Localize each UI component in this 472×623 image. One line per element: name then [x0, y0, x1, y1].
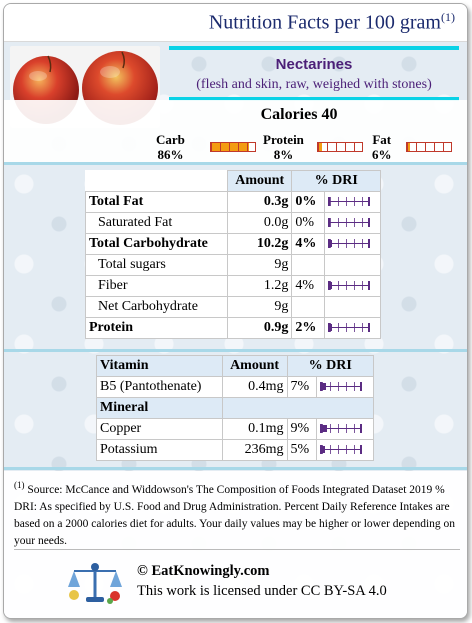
dri-bar-fill [322, 446, 325, 453]
dri-bar [328, 197, 370, 206]
dri-bar [328, 323, 370, 332]
dri-bar [328, 218, 370, 227]
table-row [97, 377, 374, 398]
nutrition-table [85, 170, 381, 339]
nutrient-amount: 0.3g [228, 192, 292, 213]
macro-protein-percent: 8% [273, 147, 294, 162]
nutrient-name: Total sugars [86, 255, 228, 276]
dri-bar-cell [324, 297, 380, 318]
nutrient-amount: 0.1mg [222, 419, 287, 440]
nutrient-name: Total Carbohydrate [86, 234, 228, 255]
macro-fat-bar [406, 142, 452, 152]
dri-note: % DRI: As specified by U.S. Food and Drug Administration. Percent Daily Reference Intakes are based on a 2000 calories diet for adults. Your daily values may be higher or lower depending on your needs. [14, 483, 456, 547]
dri-bar-cell [317, 440, 374, 461]
dri-bar-cell [324, 318, 380, 339]
nutrient-amount: 9g [228, 255, 292, 276]
source-note: Source: McCance and Widdowson's The Composition of Foods Integrated Dataset 2019 [27, 483, 433, 496]
nutrient-dri: 7% [287, 377, 317, 398]
table-row [97, 440, 374, 461]
table-row [86, 276, 381, 297]
nutrient-amount: 1.2g [228, 276, 292, 297]
table-row [97, 419, 374, 440]
nutrient-name: Potassium [97, 440, 223, 461]
calories-label: Calories 40 [260, 106, 338, 123]
dri-bar [328, 281, 370, 290]
nutrient-dri: 4% [292, 276, 324, 297]
table-row [86, 297, 381, 318]
nutrient-dri [292, 297, 324, 318]
header-dri: % DRI [292, 171, 381, 192]
nutrient-dri: 9% [287, 419, 317, 440]
mineral-heading-row [97, 398, 374, 419]
dri-bar [320, 424, 362, 433]
brand-link[interactable]: © EatKnowingly.com [137, 563, 270, 579]
nutrient-amount: 10.2g [228, 234, 292, 255]
macro-fat-percent: 6% [372, 147, 392, 162]
table-row [86, 234, 381, 255]
section-divider [4, 162, 467, 165]
macro-protein [263, 132, 304, 162]
dri-bar [320, 382, 362, 391]
table-row [86, 318, 381, 339]
nutrient-amount: 0.4mg [222, 377, 287, 398]
dri-bar-fill [322, 383, 326, 390]
dri-bar-fill [330, 282, 332, 289]
macro-carb-percent: 86% [157, 147, 184, 162]
nutrient-amount: 0.0g [228, 213, 292, 234]
macro-carb-bar [210, 142, 256, 152]
food-header [4, 42, 467, 104]
dri-bar [328, 239, 370, 248]
table-row [86, 213, 381, 234]
nutrient-dri [292, 255, 324, 276]
macro-protein-name: Protein [263, 132, 304, 147]
food-name: Nectarines [275, 56, 353, 73]
dri-bar-cell [324, 276, 380, 297]
macro-fat [372, 132, 392, 162]
macro-fat-name: Fat [372, 132, 392, 147]
nutrient-name: Net Carbohydrate [86, 297, 228, 318]
section-divider [4, 467, 467, 470]
header-mineral: Mineral [97, 398, 223, 419]
nutrient-name: Copper [97, 419, 223, 440]
title-bar [4, 4, 467, 42]
table-row [86, 192, 381, 213]
header-vitamin-dri: % DRI [287, 356, 373, 377]
nutrient-dri: 5% [287, 440, 317, 461]
dri-bar-cell [317, 419, 374, 440]
macro-carb-name: Carb [156, 132, 185, 147]
footer-divider [14, 549, 460, 550]
dri-bar-cell [324, 234, 380, 255]
accent-bar-top [169, 46, 459, 50]
nutrient-amount: 236mg [222, 440, 287, 461]
nutrient-amount: 0.9g [228, 318, 292, 339]
nutrient-name: Total Fat [86, 192, 228, 213]
nutrient-dri: 0% [292, 213, 324, 234]
page-title: Nutrition Facts per 100 gram$^{(1)}$ [208, 10, 455, 34]
footnote-marker: (1) [14, 480, 25, 490]
food-description: (flesh and skin, raw, weighed with stones) [196, 77, 432, 92]
footer [4, 471, 467, 619]
dri-bar-fill [330, 324, 332, 331]
nutrient-name: Fiber [86, 276, 228, 297]
dri-bar [320, 445, 362, 454]
dri-bar-cell [324, 213, 380, 234]
macro-protein-bar [317, 142, 363, 152]
calories-panel [4, 100, 467, 162]
section-divider [4, 349, 467, 352]
dri-bar-cell [324, 192, 380, 213]
header-vitamin: Vitamin [97, 356, 223, 377]
table-row [86, 255, 381, 276]
macro-carb [156, 132, 185, 162]
nutrient-name: Saturated Fat [86, 213, 228, 234]
license-text: This work is licensed under CC BY-SA 4.0 [137, 583, 387, 599]
nutrient-name: B5 (Pantothenate) [97, 377, 223, 398]
nutrient-dri: 2% [292, 318, 324, 339]
nutrient-name: Protein [86, 318, 228, 339]
dri-bar-cell [317, 377, 374, 398]
footnote [14, 477, 460, 550]
nutrient-dri: 0% [292, 192, 324, 213]
nutrient-amount: 9g [228, 297, 292, 318]
header-amount: Amount [228, 171, 292, 192]
nutrition-card [3, 3, 468, 619]
vitamin-table [96, 355, 374, 461]
dri-bar-fill [322, 425, 327, 432]
eatknowingly-logo [66, 559, 124, 609]
dri-bar-fill [330, 240, 332, 247]
header-vitamin-amount: Amount [222, 356, 287, 377]
dri-bar-cell [324, 255, 380, 276]
nutrient-dri: 4% [292, 234, 324, 255]
